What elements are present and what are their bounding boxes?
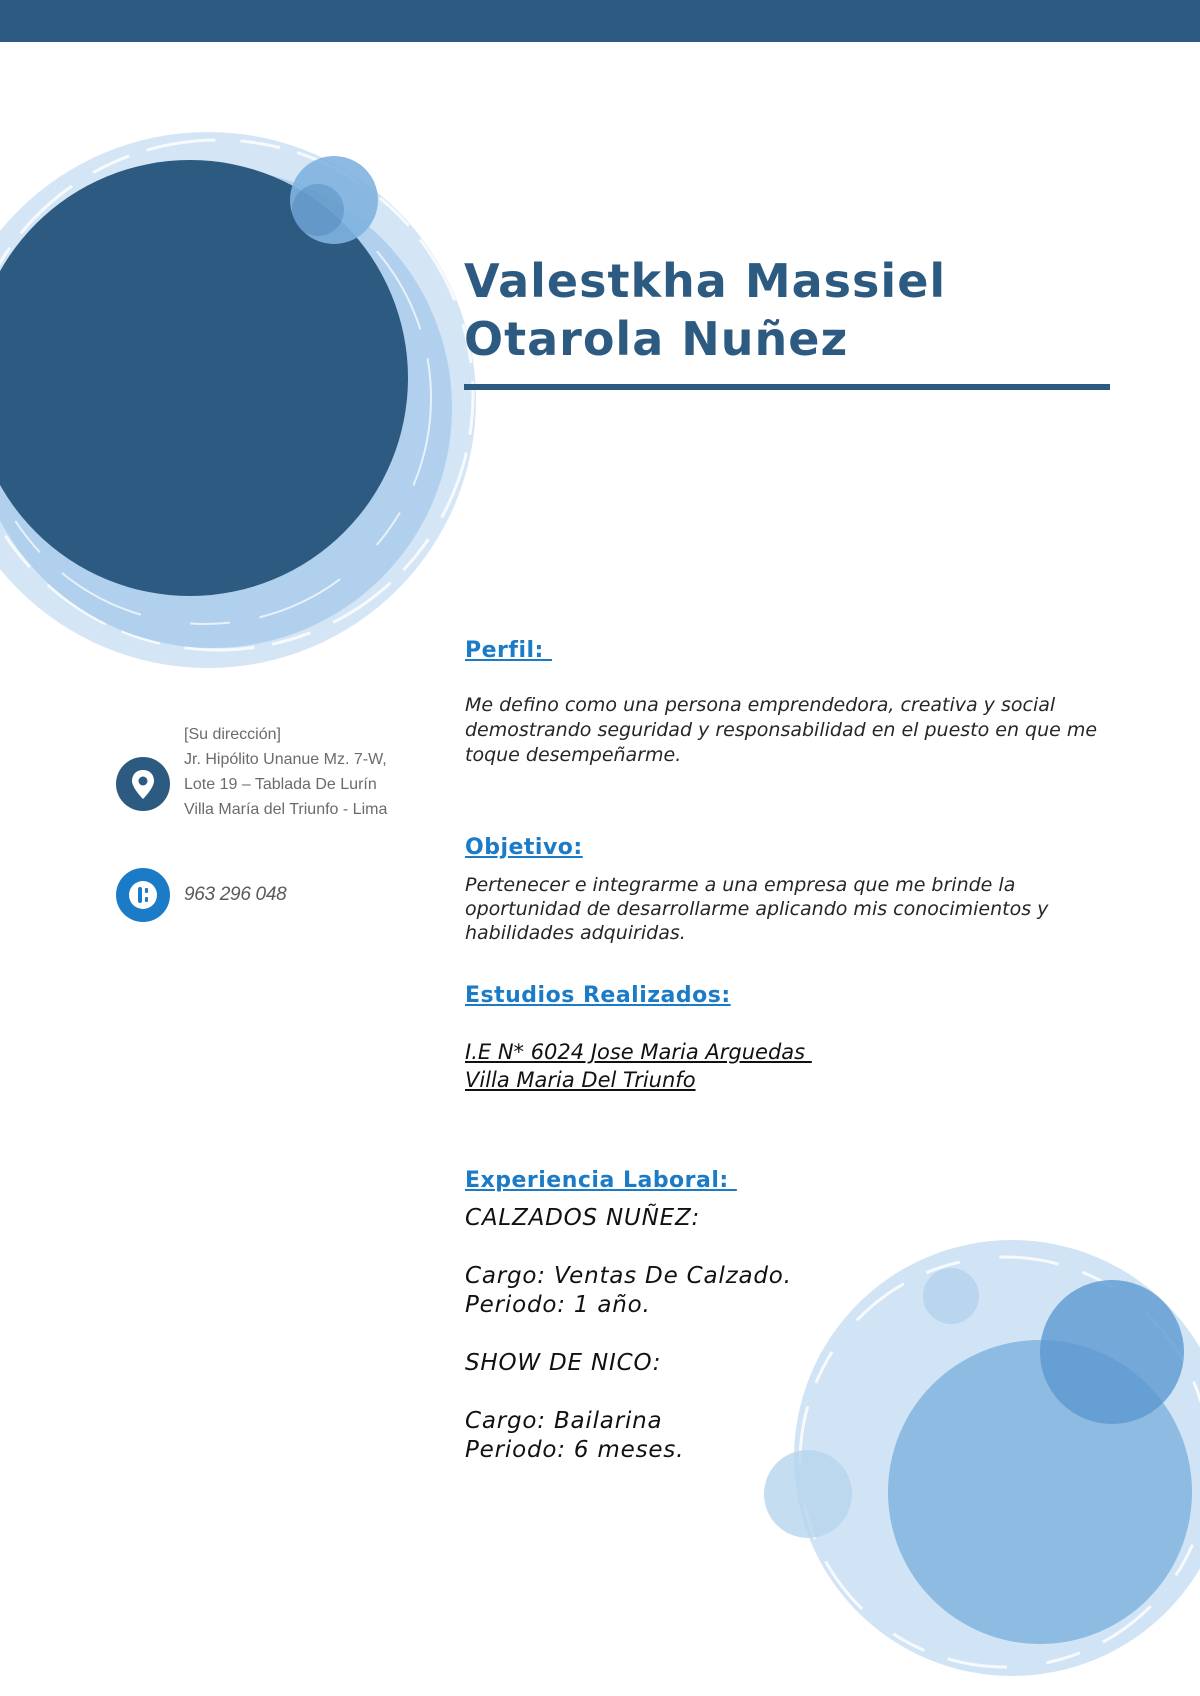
studies-list <box>465 1038 812 1094</box>
top-left-circle-art <box>0 132 476 668</box>
job-role: Cargo: Bailarina <box>465 1408 663 1434</box>
experience-list <box>465 1204 792 1465</box>
objective-text: Pertenecer e integrarme a una empresa que me brinde la oportunidad de desarrollarme aplicando mis conocimientos y habilidades adquiridas. <box>465 874 1049 944</box>
bottom-right-circle-art <box>764 1240 1200 1676</box>
address-label: [Su dirección] <box>184 726 281 743</box>
studies-heading: Estudios Realizados: <box>465 983 731 1008</box>
job-role: Cargo: Ventas De Calzado. <box>465 1263 792 1289</box>
name-line-1: Valestkha Massiel <box>464 254 947 308</box>
address-block <box>184 722 409 822</box>
name-line-2: Otarola Nuñez <box>464 312 849 366</box>
profile-heading: Perfil: <box>465 638 553 663</box>
school-name: I.E N* 6024 Jose Maria Arguedas <box>465 1040 812 1064</box>
name-underline-rule <box>464 384 1110 390</box>
job-period: Periodo: 6 meses. <box>465 1437 685 1463</box>
job-company: CALZADOS NUÑEZ: <box>465 1205 701 1231</box>
job-company: SHOW DE NICO: <box>465 1350 662 1376</box>
profile-text: Me defino como una persona emprendedora, creativa y social demostrando seguridad y responsabilidad en el puesto en que me toque desempeñarme. <box>465 694 1098 766</box>
full-name <box>464 252 1124 368</box>
objective-heading: Objetivo: <box>465 835 583 860</box>
phone-icon <box>116 868 170 922</box>
experience-heading: Experiencia Laboral: <box>465 1168 737 1193</box>
location-pin-icon <box>116 757 170 811</box>
address-text: Jr. Hipólito Unanue Mz. 7-W, Lote 19 – Tablada De Lurín Villa María del Triunfo - Lima <box>184 751 388 818</box>
phone-number: 963 296 048 <box>184 884 287 905</box>
job-period: Periodo: 1 año. <box>465 1292 651 1318</box>
school-location: Villa Maria Del Triunfo <box>465 1068 696 1092</box>
